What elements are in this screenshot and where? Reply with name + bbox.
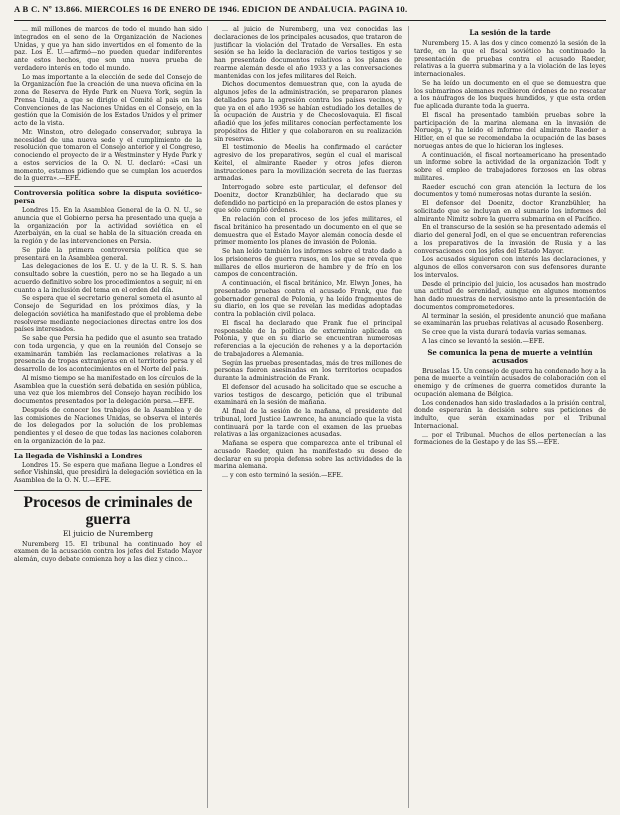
paragraph: Los acusados siguieron con interés las declaraciones, y algunos de ellos conversaron con sus defensores durante los intervalos. (414, 256, 606, 279)
paragraph: Dichos documentos demuestran que, con la ayuda de algunos jefes de la administración, se prepararon planes detallados para la agresión contra los países vecinos, y que ya en el año 1936 se habían estudiado los detalles de la ocupación de Austria y de Checoslovaquia. El fiscal añadió que los jefes militares conocían perfectamente los propósitos de Hitler y que colaboraron en su realización sin reservas. (214, 81, 402, 143)
subheading: La llegada de Vishinski a Londres (14, 449, 202, 460)
paragraph: Al final de la sesión de la mañana, el presidente del tribunal, lord Justice Lawrence, ha anunciado que la vista continuará por la tarde con el examen de las pruebas relativas a las organizaciones acusadas. (214, 408, 402, 439)
paragraph: Nuremberg 15. A las dos y cinco comenzó la sesión de la tarde, en la que el fiscal soviético ha continuado la presentación de pruebas contra el acusado Raeder, relativas a la guerra submarina y a la violación de las leyes internacionales. (414, 40, 606, 78)
paragraph: Según las pruebas presentadas, más de tres millones de personas fueron asesinadas en los territorios ocupados durante la administración de Frank. (214, 359, 402, 382)
paragraph: ... mil millones de marcos de todo el mundo han sido integrados en el seno de la Organización de Naciones Unidas, y que ya han sido invertidos en el fomento de la paz. Los E. U.—afirmó—no pueden quedar indiferentes ante estos hechos, que son una nueva prueba de verdadero interés en todo el mundo. (14, 26, 202, 72)
paragraph: Se cree que la vista durará todavía varias semanas. (422, 329, 587, 336)
article-subheadline: El juicio de Nuremberg (62, 528, 154, 538)
paragraph: Se han leído también los informes sobre el trato dado a los prisioneros de guerra rusos, en los que se revela que millares de ellos murieron de hambre y de frío en los campos de concentración. (214, 248, 402, 279)
paragraph: Interrogado sobre este particular, el defensor del Doenitz, doctor Kranzbühler, ha declarado que su defendido no participó en la preparación de estos planes y que sólo cumplió órdenes. (214, 184, 402, 215)
paragraph: Mr. Winston, otro delegado conservador, subraya la necesidad de una nueva sede y el cumplimiento de la resolución que tomaron el Consejo anterior y el Congreso, conociendo el proyecto de ir a Westminster y Hyde Park y a estos servicios de la O. N. U. declaró: «Casi un momento, estamos pidiendo que se cumplan los acuerdos de la guerra».—EFE. (14, 128, 202, 183)
paragraph: ... al juicio de Nuremberg, una vez conocidas las declaraciones de los principales acusados, que trataron de justificar la violación del Tratado de Versalles. En esta sesión se ha leído la declaración de varios testigos y se han presentado documentos relativos a los planes de rearme alemán desde el año 1933 y a las conversaciones mantenidas con los jefes militares del Reich. (214, 26, 402, 80)
column-3 (414, 26, 606, 808)
paragraph: Al mismo tiempo se ha manifestado en los círculos de la Asamblea que la cuestión será debatida en sesión pública, una vez que los miembros del Consejo hayan recibido los documentos presentados por la delegación persa.—EFE. (14, 374, 202, 405)
paragraph: ... y con esto terminó la sesión.—EFE. (222, 472, 344, 479)
paragraph: Se ha leído un documento en el que se demuestra que los submarinos alemanes recibieron órdenes de no rescatar a los náufragos de los buques hundidos, y que esta orden fue aplicada durante toda la guerra. (414, 79, 606, 110)
article-headline: Procesos de criminales de guerra (14, 490, 202, 528)
paragraph: Se espera que el secretario general someta el asunto al Consejo de Seguridad en los próximos días, y la delegación soviética ha manifestado que el problema debe resolverse mediante negociaciones directas entre los dos países interesados. (14, 295, 202, 334)
paragraph: A las cinco se levantó la sesión.—EFE. (422, 337, 545, 345)
paragraph: Después de conocer los trabajos de la Asamblea y de las comisiones de Naciones Unidas, se observa el interés de los delegados por la solución de los problemas pendientes y el deseo de que todas las naciones colaboren en la organización de la paz. (14, 406, 202, 445)
paragraph: El testimonio de Meelis ha confirmado el carácter agresivo de los preparativos, según el cual el mariscal Keitel, el almirante Raeder y otros jefes dieron instrucciones para la movilización secreta de las fuerzas armadas. (214, 144, 402, 183)
paragraph: En relación con el proceso de los jefes militares, el fiscal británico ha presentado un documento en el que se demuestra que el Estado Mayor alemán conocía desde el primer momento los planes de invasión de Polonia. (214, 216, 402, 247)
paragraph: Desde el principio del juicio, los acusados han mostrado una actitud de serenidad, aunque en algunos momentos han dado muestras de nerviosismo ante la presentación de documentos comprometedores. (414, 280, 606, 311)
paragraph: El fiscal ha declarado que Frank fue el principal responsable de la política de exterminio aplicada en Polonia, y que en su diario se encuentran numerosas referencias a la ejecución de rehenes y a la deportación de trabajadores a Alemania. (214, 319, 402, 358)
paragraph: El fiscal ha presentado también pruebas sobre la participación de la marina alemana en la invasión de Noruega, y ha leído el informe del almirante Raeder a Hitler, en el que se recomendaba la ocupación de las bases noruegas antes de que lo hicieran los ingleses. (414, 111, 606, 150)
paragraph: Raeder escuchó con gran atención la lectura de los documentos y tomó numerosas notas durante la sesión. (414, 183, 606, 199)
column-divider (207, 26, 208, 808)
column-divider (408, 26, 409, 808)
paragraph: Los condenados han sido trasladados a la prisión central, donde esperarán la decisión sobre sus peticiones de indulto, que serán examinadas por el Tribunal Internacional. (414, 399, 606, 430)
paragraph: Al terminar la sesión, el presidente anunció que mañana se examinarán las pruebas relativas al acusado Rosenberg. (414, 312, 606, 328)
column-1 (14, 26, 202, 808)
subheading: Controversia política sobre la disputa soviético-persa (14, 186, 202, 205)
section-heading: Se comunica la pena de muerte a veintiún acusados (427, 347, 593, 365)
paragraph: Bruselas 15. Un consejo de guerra ha condenado hoy a la pena de muerte a veintiún acusados de colaboración con el enemigo y de crímenes de guerra cometidos durante la ocupación alemana de Bélgica. (414, 367, 606, 398)
paragraph: Las delegaciones de los E. U. y de la U. R. S. S. han consultado sobre la cuestión, pero no se ha llegado a un acuerdo definitivo sobre los procedimientos a seguir, ni en cuanto a la inclusión del tema en el orden del día. (14, 263, 202, 294)
paragraph: El defensor del Doenitz, doctor Kranzbühler, ha solicitado que se incluyan en el sumario los informes del almirante Nimitz sobre la guerra submarina en el Pacífico. (414, 200, 606, 223)
paragraph: Nuremberg 15. El tribunal ha continuado hoy el examen de la acusación contra los jefes del Estado Mayor alemán, cuyo debate comienza hoy a las diez y cinco... (14, 540, 202, 563)
paragraph: El defensor del acusado ha solicitado que se escuche a varios testigos de descargo, petición que el tribunal examinará en la sesión de mañana. (214, 383, 402, 407)
paragraph: ... por el Tribunal. Muchos de ellos pertenecían a las formaciones de la Gestapo y de las SS.—EFE. (414, 431, 606, 447)
paragraph: A continuación, el fiscal norteamericano ha presentado un informe sobre la actividad de la organización Todt y sobre el empleo de trabajadores forzosos en las obras militares. (414, 151, 606, 182)
paragraph: Londres 15. En la Asamblea General de la O. N. U., se anuncia que el Gobierno persa ha presentado una queja a la organización por la actividad soviética en el Azerbaiyán, en la cual se habla de la situación creada en la región y de las intervenciones en Persia. (14, 207, 202, 245)
paragraph: En el transcurso de la sesión se ha presentado además el diario del general Jodl, en el que se encuentran referencias a los preparativos de la invasión de Rusia y a las conversaciones con los jefes del Estado Mayor. (414, 224, 606, 255)
header-rule (14, 20, 606, 21)
paragraph: Londres 15. Se espera que mañana llegue a Londres el señor Vishinski, que presidirá la delegación soviética en la Asamblea de la O. N. U.—EFE. (14, 461, 202, 484)
paragraph: A continuación, el fiscal británico, Mr. Elwyn Jones, ha presentado pruebas contra el acusado Frank, que fue gobernador general de Polonia, y ha leído fragmentos de su diario, en los que se revelan las medidas adoptadas contra la población civil polaca. (214, 280, 402, 318)
paragraph: Se pide la primera controversia política que se presentará en la Asamblea general. (14, 246, 202, 262)
column-2 (214, 26, 402, 808)
section-heading: La sesión de la tarde (469, 28, 551, 37)
page-header: A B C. Nº 13.866. MIERCOLES 16 DE ENERO DE 1946. EDICION DE ANDALUCIA. PAGINA 10. (14, 4, 408, 14)
paragraph: Lo mas importante a la elección de sede del Consejo de la Organización fue la creación de una nueva oficina en la zona de Reserva de Hyde Park en Nueva York, según la Prensa Unida, a que se dirigio el Comité al pais en las Convenciones de las Naciones Unidas en el Consejo, en la gestión que la Comisión de los Estados Unidos y el primer acto de la vista. (14, 73, 202, 127)
paragraph: Se sabe que Persia ha pedido que el asunto sea tratado con toda urgencia, y que en la reunión del Consejo se examinarán también las reclamaciones relativas a la presencia de tropas extranjeras en el territorio persa y el desarrollo de los acontecimientos en el Norte del país. (14, 335, 202, 373)
paragraph: Mañana se espera que comparezca ante el tribunal el acusado Raeder, quien ha manifestado su deseo de declarar en su propia defensa sobre las actividades de la marina alemana. (214, 440, 402, 471)
